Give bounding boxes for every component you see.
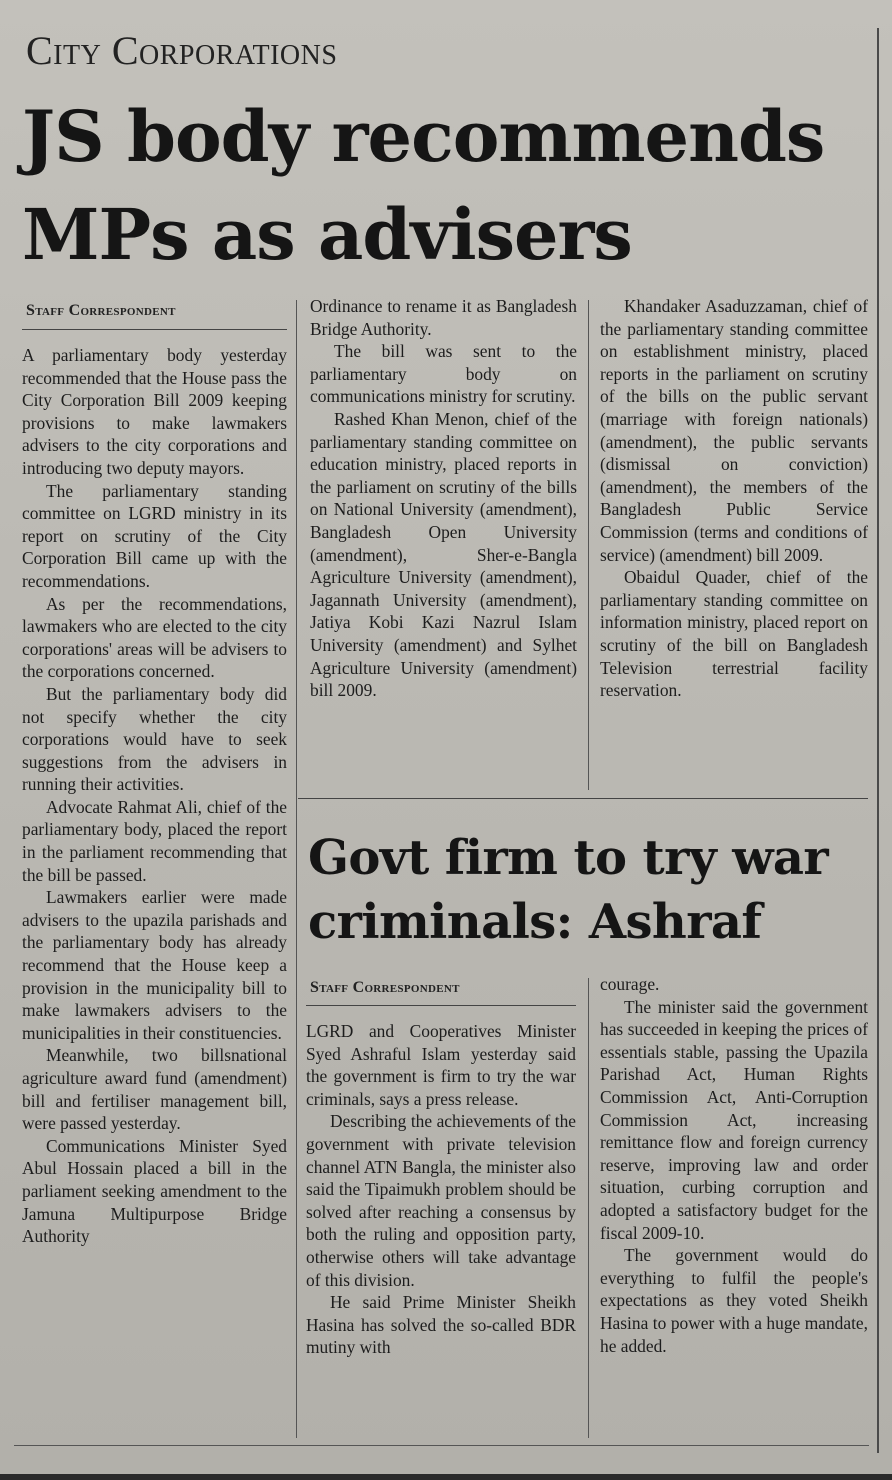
story1-col1-para: As per the recommendations, lawmakers who are elected to the city corporations' areas will be advisers to the corporations concerned. — [22, 593, 287, 682]
story2-col2-para: The government would do everything to fulfil the people's expectations as they voted Sheikh Hasina to power with a huge mandate, he added. — [600, 1245, 868, 1356]
story1-col2-para: Ordinance to rename it as Bangladesh Bridge Authority. — [310, 296, 577, 339]
column-divider — [296, 300, 297, 1438]
story2-col2-para: The minister said the government has succeeded in keeping the prices of essentials stable, passing the Upazila Parishad Act, Human Rights Commission Act, Anti-Corruption Commission Act, increasing remittance flow and foreign currency reserve, improving law and order situation, curbing corruption and adopted a satisfactory budget for the fiscal 2009-10. — [600, 996, 868, 1243]
page-bottom-band — [0, 1474, 892, 1480]
story1-col1-para: Advocate Rahmat Ali, chief of the parliamentary body, placed the report in the parliament recommending that the bill be passed. — [22, 796, 287, 885]
story1-col1-para: A parliamentary body yesterday recommended that the House pass the City Corporation Bill 2009 keeping provisions to make lawmakers advisers to the city corporations and introducing two deputy mayors. — [22, 345, 287, 478]
story1-col3-para: Khandaker Asaduzzaman, chief of the parliamentary standing committee on establishment ministry, placed reports in the parliament on scrutiny of the bills on the public servant (marriage with foreign nationals) (amendment), the public servants (dismissal on conviction) (amendment), the members of the Bangladesh Public Service Commission (terms and conditions of service) (amendment) bill 2009. — [600, 296, 868, 565]
column-divider — [588, 300, 589, 790]
column-divider — [588, 978, 589, 1438]
story2-col1-para: LGRD and Cooperatives Minister Syed Ashraful Islam yesterday said the government is firm to try the war criminals, says a press release. — [306, 1021, 576, 1109]
story1-col1-para: But the parliamentary body did not specify whether the city corporations would have to seek suggestions from the advisers in running their activities. — [22, 683, 287, 795]
story2-byline: Staff Correspondent — [310, 979, 460, 996]
bottom-rule — [14, 1445, 869, 1446]
story1-col2-para: The bill was sent to the parliamentary body on communications ministry for scrutiny. — [310, 341, 577, 407]
story2-col1-para: Describing the achievements of the government with private television channel ATN Bangla, the minister also said the Tipaimukh problem should be solved after reaching a consensus by both the ruling and opposition party, otherwise others will take advantage of this division. — [306, 1111, 576, 1290]
story1-headline-line2: MPs as advisers — [22, 193, 632, 276]
story1-column-2 — [310, 295, 577, 790]
story2-byline-rule — [306, 1005, 576, 1006]
section-kicker: City Corporations — [26, 28, 338, 73]
story1-col1-para: Lawmakers earlier were made advisers to the upazila parishads and the parliamentary body has already recommend that the House keep a provision in the municipality bill to make lawmakers advisers to the municipalities in their constituencies. — [22, 887, 287, 1043]
story2-col2-para: courage. — [600, 974, 660, 994]
story1-column-3 — [600, 295, 868, 790]
story1-byline-rule — [22, 329, 287, 330]
story1-col2-para: Rashed Khan Menon, chief of the parliamentary standing committee on education ministry, placed reports in the parliament on scrutiny of the bills on National University (amendment), Bangladesh Open University (amendment), Sher-e-Bangla Agriculture University (amendment), Jagannath University (amendment), Jatiya Kobi Kazi Nazrul Islam University (amendment) and Sylhet Agriculture University (amendment) bill 2009. — [310, 408, 577, 701]
story1-column-1 — [22, 344, 287, 1440]
story1-col3-para: Obaidul Quader, chief of the parliamentary standing committee on information ministry, placed report on scrutiny of the bill on Bangladesh Television terrestrial facility reservation. — [600, 567, 868, 701]
story2-headline-line1: Govt firm to try war — [308, 830, 829, 886]
story2-headline-line2: criminals: Ashraf — [308, 894, 762, 950]
story1-headline — [22, 88, 882, 284]
story2-column-2 — [600, 973, 868, 1440]
story1-byline: Staff Correspondent — [26, 302, 176, 319]
story1-col1-para: Communications Minister Syed Abul Hossain placed a bill in the parliament seeking amendment to the Jamuna Multipurpose Bridge Authority — [22, 1135, 287, 1247]
story1-headline-line1: JS body recommends — [22, 95, 825, 178]
story2-column-1 — [306, 1020, 576, 1440]
story2-col1-para: He said Prime Minister Sheikh Hasina has solved the so-called BDR mutiny with — [306, 1292, 576, 1358]
story-separator-rule — [298, 798, 868, 799]
story2-headline — [308, 826, 878, 954]
story1-col1-para: Meanwhile, two billsnational agriculture award fund (amendment) bill and fertiliser management bill, were passed yesterday. — [22, 1045, 287, 1134]
story1-col1-para: The parliamentary standing committee on LGRD ministry in its report on scrutiny of the City Corporation Bill came up with the recommendations. — [22, 480, 287, 591]
